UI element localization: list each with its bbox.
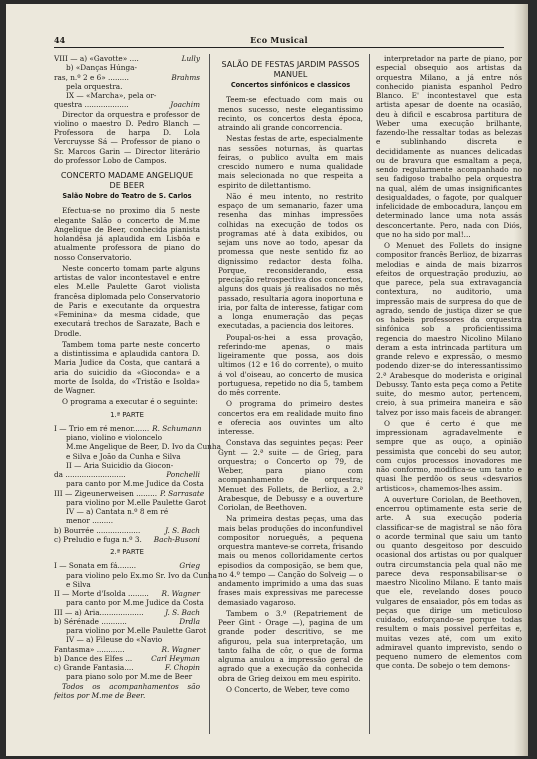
program-item: questra ................... [54, 100, 129, 110]
program-item: M.me Angelique de Beer, D. Ivo da Cunha [66, 442, 221, 452]
program-item: b) «Danças Húnga- [66, 63, 137, 73]
program-item: I — Trio em ré menor....... [54, 423, 150, 433]
article-body-continued [376, 54, 522, 671]
composer-name: R. Schumann [152, 423, 202, 433]
composer-name: Joachim [170, 100, 200, 110]
program-item: VIII — a) «Gavotte» .... [54, 54, 139, 63]
program-line [54, 100, 200, 109]
program-item: b) Dance des Elfes ... [54, 653, 133, 663]
paragraph: Na primeira destas peças, uma das mais belas produções do inconfundivel compositor norueguês, a pequena orquestra manteve-se correta, frisando mais ou menos colloridamente certos episodios da composição, se bem que, no 4.º tempo — Canção do Solveig — o andamento imprimido a uma das suas frases mais expressivas me parecesse demasiado vagaroso. [218, 514, 363, 607]
program-item: c) Preludio e fuga n.º 3. [54, 534, 142, 544]
article-body [54, 206, 200, 406]
program-line [54, 654, 200, 663]
program-line [54, 663, 200, 672]
publication-title: Eco Musical [250, 35, 308, 45]
program-line [54, 470, 200, 479]
program-item: e Silva [66, 579, 91, 589]
program-line [54, 452, 200, 461]
column-middle [218, 54, 363, 744]
program-line [54, 73, 200, 82]
program-line [54, 626, 207, 635]
credits-paragraph: Director da orquestra e professor de violino o maestro D. Pedro Blanch — Professora de harpa D. Lola Vercruysse Sá — Professor de piano o Sr. Marcos Garin — Director literário do professor Lobo de Campos. [54, 109, 200, 165]
composer-name: Bach-Busoni [153, 534, 200, 544]
paragraph: O programa do primeiro destes concertos era em realidade muito fino e oferecia aos ouvintes um alto interesse. [218, 399, 363, 436]
program-item: IX — «Marcha», pela or- [66, 91, 157, 100]
composer-name: Brahms [171, 72, 200, 82]
program-line [54, 442, 221, 452]
program-item: menor ......... [66, 516, 114, 526]
program-line [54, 635, 200, 644]
program-line [54, 433, 200, 442]
paragraph: Nestas festas de arte, especialmente nas sessões noturnas, às quartas feiras, o publico avulta em mais crescido numero e numa qualidade mais selecionada no que respeita a espirito de dilettantismo. [218, 134, 363, 190]
program-item: I — Sonata em fá........ [54, 561, 137, 571]
composer-name: J. S. Bach [165, 525, 200, 535]
program-line [54, 672, 200, 681]
program-item: c) Grande Fantasia.... [54, 663, 134, 672]
program-line [54, 589, 200, 598]
column-right [376, 54, 522, 744]
program-line [54, 82, 200, 91]
program-item: piano, violino e violoncelo [66, 433, 163, 442]
program-line [54, 488, 205, 498]
program-item: para canto por M.me Judice da Costa [66, 598, 204, 608]
program-line [54, 516, 200, 525]
program-item: da .......................... [54, 470, 126, 479]
paragraph: Não é meu intento, no restrito espaço de um semanario, fazer uma resenha das minhas impressões colhidas na execução de todos os programas até à data exibidos, ou sejam uns nove ao todo, apesar da promessa que neste sentido fiz ao dignissimo redactor desta folha. Porque, reconsiderando, essa preciação retrospectiva dos concertos, alguns dos quais já realisados no mês passado, resultaria agora inoportuna e iria, por falta de interesse, fatigar com a longa enumeração das peças executadas, a paciencia dos leitores. [218, 191, 363, 331]
program-item: para violino por M.elle Paulette Garot [66, 497, 207, 507]
composer-name: P. Sarrasate [160, 488, 205, 498]
program-item: para canto por M.me Judice da Costa [66, 479, 204, 489]
program-item: para violino por M.elle Paulette Garot [66, 626, 207, 635]
paragraph: Tambem toma parte neste concerto a distintissima e aplaudida cantora D. Maria Judice da Costa, que cantará a aria do suicidio da «Gioconda» e a morte de Isolda, do «Tristão e Isolda» de Wagner. [54, 339, 200, 395]
program-line [54, 479, 204, 489]
article-subtitle: Concertos sinfónicos e classicos [230, 81, 351, 89]
composer-name: Grieg [179, 561, 200, 571]
program-line [54, 497, 207, 507]
program-continuation [54, 54, 200, 110]
program-line [54, 645, 200, 654]
composer-name: R. Wagner [161, 589, 200, 598]
composer-name: J. S. Bach [165, 607, 200, 617]
program-line [54, 598, 204, 608]
program-item: II — Morte d'Isolda ......... [54, 589, 149, 598]
program-line [54, 507, 200, 516]
column-left [54, 54, 221, 744]
program-item: e Silva e João da Cunha e Silva [66, 451, 181, 461]
paragraph: Efectua-se no proximo dia 5 neste elegante Salão o concerto de M.me Angelique de Beer, conhecida pianista holandêsa já aplaudida em Lisbôa e atualmente professora de piano do nosso Conservatorio. [54, 206, 200, 262]
running-header [54, 35, 504, 48]
paragraph: Poupal-os-hei a essa provação, referindo-me apenas, o mais ligeiramente que possa, aos dois ultimos (12 e 16 do corrente), o muito á vol d'oiseau, ao concerto de musica portuguesa, repetido no dia 5, tambem do mês corrente. [218, 332, 363, 397]
composer-name: Ponchelli [166, 470, 200, 479]
program-part-one [54, 423, 221, 544]
program-item: b) Bourrée ................... [54, 525, 141, 535]
paragraph: Constava das seguintes peças: Peer Gynt — 2.ª suite — de Grieg, para orquestra; o Concerto op 79, de Weber, para piano com acompanhamento de orquestra; Menuet des Follets, de Berlioz, a 2.ª Arabesque, de Debussy e a ouverture Coriolan, de Beethoven. [218, 438, 363, 512]
program-part-heading: 1.ª PARTE [110, 410, 144, 419]
program-line [54, 54, 200, 63]
article-title: SALÃO DE FESTAS JARDIM PASSOS MANUEL [221, 60, 360, 79]
paragraph: O que é certo é que me impressionam agradavelmente e sempre que as ouço, a opinião pessimista que concebi do seu autor, com cujos processos inovadores me não conformo, modifica-se um tanto e quasi lhe perdôo os seus «desvarios artisticos», chamemos-lhes assim. [376, 418, 522, 493]
program-item: III — a) Aria................... [54, 607, 144, 617]
program-line [54, 526, 200, 535]
program-part-two [54, 561, 217, 682]
column-rule [369, 54, 370, 734]
composer-name: Lully [181, 54, 200, 63]
program-line [54, 91, 200, 100]
paragraph: interpretador na parte de piano, por especial obsequio aos artistas da orquestra Milano, a já entre nós conhecido pianista espanhol Pedro Blanco. E' incontestavel que esta artista apesar de doente na ocasião, deu à dificil e escabrosa partitura de Weber uma execução brilhante, fazendo-lhe ressaltar todas as belezas e sublinhando discreta e decididamente as nuances delicadas ou de bravura que esmaltam a peça, sendo regularmente acompanhado no seu fadigoso trabalho pela orquestra na qual, além de umas insignificantes desigualdades, o fagote, por qualquer infelicidade de embocadura, lançou em determinado lance uma nota assás desconcertante. Pero, nada con Diós, que no ha sido por mal!... [376, 54, 522, 239]
program-line [54, 608, 200, 617]
program-item: Fantasma» ............ [54, 644, 125, 654]
paragraph: Teem-se efectuado com mais ou menos sucesso, neste elegantissimo recinto, os concertos desta época, atraindo ali grande concorrencia. [218, 95, 363, 132]
composer-name: F. Chopin [165, 663, 200, 672]
footnote: Todos os acompanhamentos são feitos por M.me de Beer. [54, 681, 200, 700]
paragraph: Tambem o 3.º (Repatriement de Peer Gint - Orage —), pagina de um grande poder descritivo, se me afigurou, pela sua interpretação, um tanto falha de côr, o que de forma alguma anulou a impressão geral de agrado que a execução da conhecida obra de Grieg deixou em meu espirito. [218, 608, 363, 683]
program-item: para piano solo por M.me de Beer [66, 672, 193, 682]
paragraph: O Menuet des Follets do insigne compositor francês Berlioz, de bizarras melodias e ainda de mais bizarros efeitos de orquestração produziu, ao que parece, pela sua extravagancia contextura, no auditorio, uma impressão mais de surpresa do que de agrado, sendo de justiça dizer se que os habeis professores da orquestra sinfónica sob a proficientissima regencia do maestro Nicolino Milano deram a esta intrincada partitura um grande relevo e expressão, o mesmo podendo dizer-se do interessantissimo 2.ª Arabesque do moderista e original Debussy. Tanto esta peça como a Petite suite, do mesmo autor, pertencem, creio, à sua primeira maneira e são talvez por isso mais faceis de abranger. [376, 241, 523, 417]
program-line [54, 617, 200, 626]
paragraph: Neste concerto tomam parte alguns artistas de valor incontestavel e entre eles M.elle Paulette Garot violista francêsa diplomada pelo Conservatorio de Paris e executante da orquestra «Feminina» da mesma cidade, que executará trechos de Sarazate, Bach e Drodle. [54, 263, 200, 338]
paragraph: A ouverture Coriolan, de Beethoven, encerrou optimamente esta serie de arte. A sua execução poderia classificar-se de magistral se não fôra o acorde terminal que saiu um tanto ou quanto desgeitoso por descuido ocasional dos artistas ou por qualquer outra circumstancia pela qual não me parece deva responsabilisar-se o maestro Nicolino Milano. E tanto mais que ele, revelando doses pouco vulgares de ensaiador, pôs em todas as peças que dirige um meticuloso cuidado, esforçando-se porque todas resultem o mais possivel perfeitas e, muitas vezes até, com um exito admiravel quanto imprevisto, sendo o pequeno numero de elementos com que conta. De sobejo o tem demons- [376, 494, 522, 671]
program-line [54, 535, 200, 544]
program-item: IV — a) Fileuse do «Navio [66, 635, 163, 645]
article-title: CONCERTO MADAME ANGELIQUE DE BEER [60, 171, 194, 190]
program-line [54, 570, 217, 580]
paragraph: O programa a executar é o seguinte: [62, 397, 198, 407]
program-line [54, 63, 200, 72]
program-line [54, 461, 200, 470]
program-part-heading: 2.ª PARTE [110, 548, 144, 556]
program-item: b) Sérénade ........... [54, 616, 127, 626]
program-item: II — Aria Suicidio da Giocon- [66, 460, 174, 470]
paragraph: O Concerto, de Weber, teve como [226, 684, 350, 694]
program-line [54, 561, 200, 570]
article-body [218, 95, 363, 694]
program-line [54, 424, 200, 433]
program-item: IV — a) Cantata n.º 8 em ré [66, 507, 169, 516]
program-line [54, 580, 200, 589]
program-item: III — Zigeunerweisen ......... [54, 488, 158, 498]
program-item: para violino pelo Ex.mo Sr. Ivo da Cunha [66, 570, 217, 580]
column-rule [209, 54, 210, 734]
composer-name: Drdla [179, 616, 200, 626]
article-subtitle: Salão Nobre do Teatro de S. Carlos [62, 192, 192, 200]
page-sheet [6, 4, 528, 756]
program-item: pela orquestra. [66, 81, 123, 91]
page-number: 44 [54, 35, 66, 45]
program-item: ras, n.º 2 e 6» ......... [54, 72, 129, 82]
composer-name: R. Wagner [161, 644, 200, 654]
composer-name: Carl Heyman [151, 653, 200, 663]
